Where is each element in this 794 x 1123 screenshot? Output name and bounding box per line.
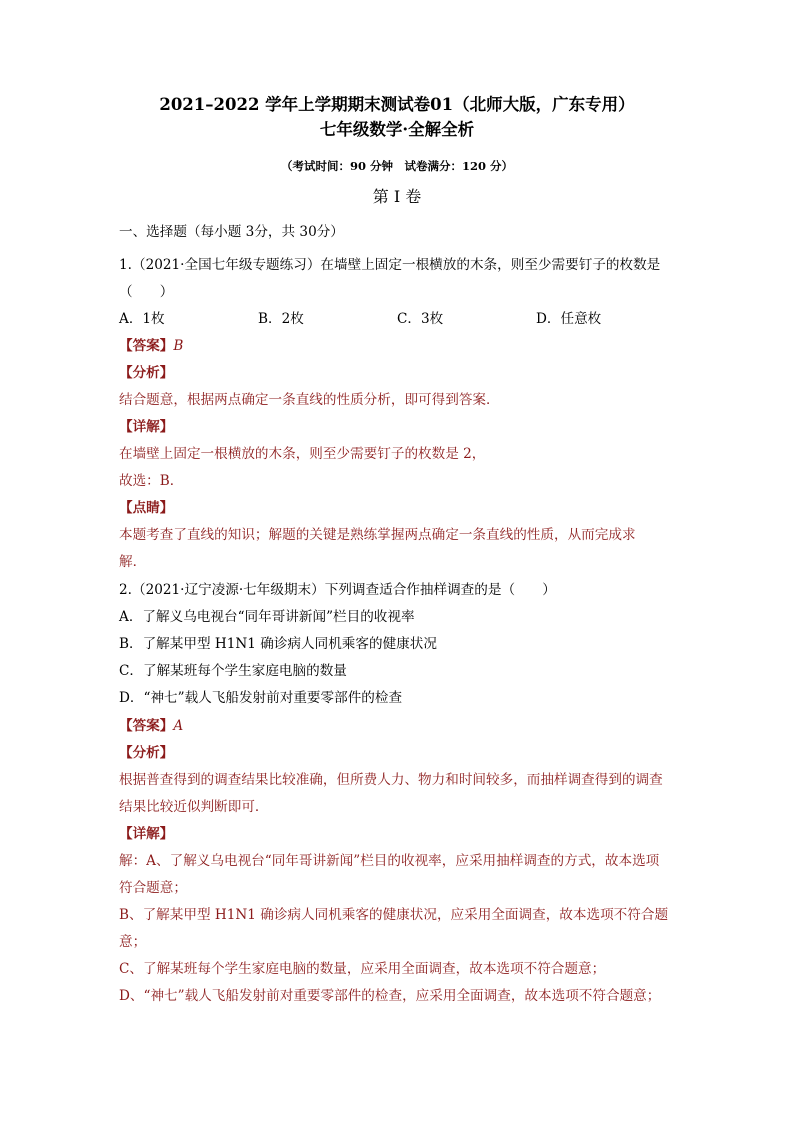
q1-option-d: D．任意枚 [536, 311, 602, 327]
q2-detail-c: C、了解某班每个学生家庭电脑的数量，应采用全面调查，故本选项不符合题意； [119, 961, 606, 977]
q1-detail-line1: 在墙壁上固定一根横放的木条，则至少需要钉子的枚数是 2， [119, 446, 486, 462]
q1-stem-line2: （ ） [119, 284, 174, 300]
doc-title: 2021–2022 学年上学期期末测试卷01（北师大版，广东专用） [159, 95, 635, 114]
q2-detail-d: D、“神七”载人飞船发射前对重要零部件的检查，应采用全面调查，故本选项不符合题意； [119, 988, 661, 1004]
doc-subtitle: 七年级数学·全解全析 [319, 120, 475, 139]
q1-analysis: 结合题意，根据两点确定一条直线的性质分析，即可得到答案． [119, 392, 500, 408]
q2-detail-label: 【详解】 [119, 826, 174, 842]
q1-stem-line1: 1.（2021·全国七年级专题练习）在墙壁上固定一根横放的木条，则至少需要钉子的枚数是 [119, 257, 661, 273]
volume-heading: 第 I 卷 [372, 187, 422, 206]
q2-option-b: B．了解某甲型 H1N1 确诊病人同机乘客的健康状况 [119, 636, 437, 652]
q1-answer-label: 【答案】 [119, 338, 174, 354]
q1-answer [119, 336, 183, 356]
q2-analysis-line2: 结果比较近似判断即可． [119, 799, 269, 815]
q2-analysis-label: 【分析】 [119, 745, 174, 761]
q2-option-a: A．了解义乌电视台“同年哥讲新闻”栏目的收视率 [119, 609, 415, 625]
q1-comment-line2: 解． [119, 554, 147, 570]
q1-detail-label: 【详解】 [119, 419, 174, 435]
q2-answer-label: 【答案】 [119, 718, 174, 734]
q2-detail-b-line1: B、了解某甲型 H1N1 确诊病人同机乘客的健康状况，应采用全面调查，故本选项不符合题 [119, 907, 669, 923]
q1-analysis-label: 【分析】 [119, 365, 174, 381]
q2-answer-value: A [173, 718, 184, 734]
section-heading: 一、选择题（每小题 3分，共 30分） [119, 224, 344, 240]
q2-option-c: C．了解某班每个学生家庭电脑的数量 [119, 663, 347, 679]
q1-option-a: A．1枚 [119, 311, 165, 327]
q1-comment-label: 【点睛】 [119, 500, 174, 516]
q2-detail-b-line2: 意； [119, 934, 147, 950]
q2-detail-a-line1: 解：A、了解义乌电视台“同年哥讲新闻”栏目的收视率，应采用抽样调查的方式，故本选项 [119, 853, 660, 869]
exam-info: （考试时间：90 分钟 试卷满分：120 分） [280, 159, 513, 173]
q2-stem: 2.（2021·辽宁凌源·七年级期末）下列调查适合作抽样调查的是（ ） [119, 582, 556, 598]
q1-detail-line2: 故选：B． [119, 473, 184, 489]
q2-analysis-line1: 根据普查得到的调查结果比较准确，但所费人力、物力和时间较多，而抽样调查得到的调查 [119, 772, 663, 788]
q2-detail-a-line2: 符合题意； [119, 880, 187, 896]
q2-answer [119, 716, 183, 736]
q1-answer-value: B [173, 338, 184, 354]
q1-option-b: B．2枚 [258, 311, 304, 327]
q1-comment-line1: 本题考查了直线的知识；解题的关键是熟练掌握两点确定一条直线的性质，从而完成求 [119, 527, 636, 543]
q1-option-c: C．3枚 [397, 311, 444, 327]
q2-option-d: D．“神七”载人飞船发射前对重要零部件的检查 [119, 690, 403, 706]
